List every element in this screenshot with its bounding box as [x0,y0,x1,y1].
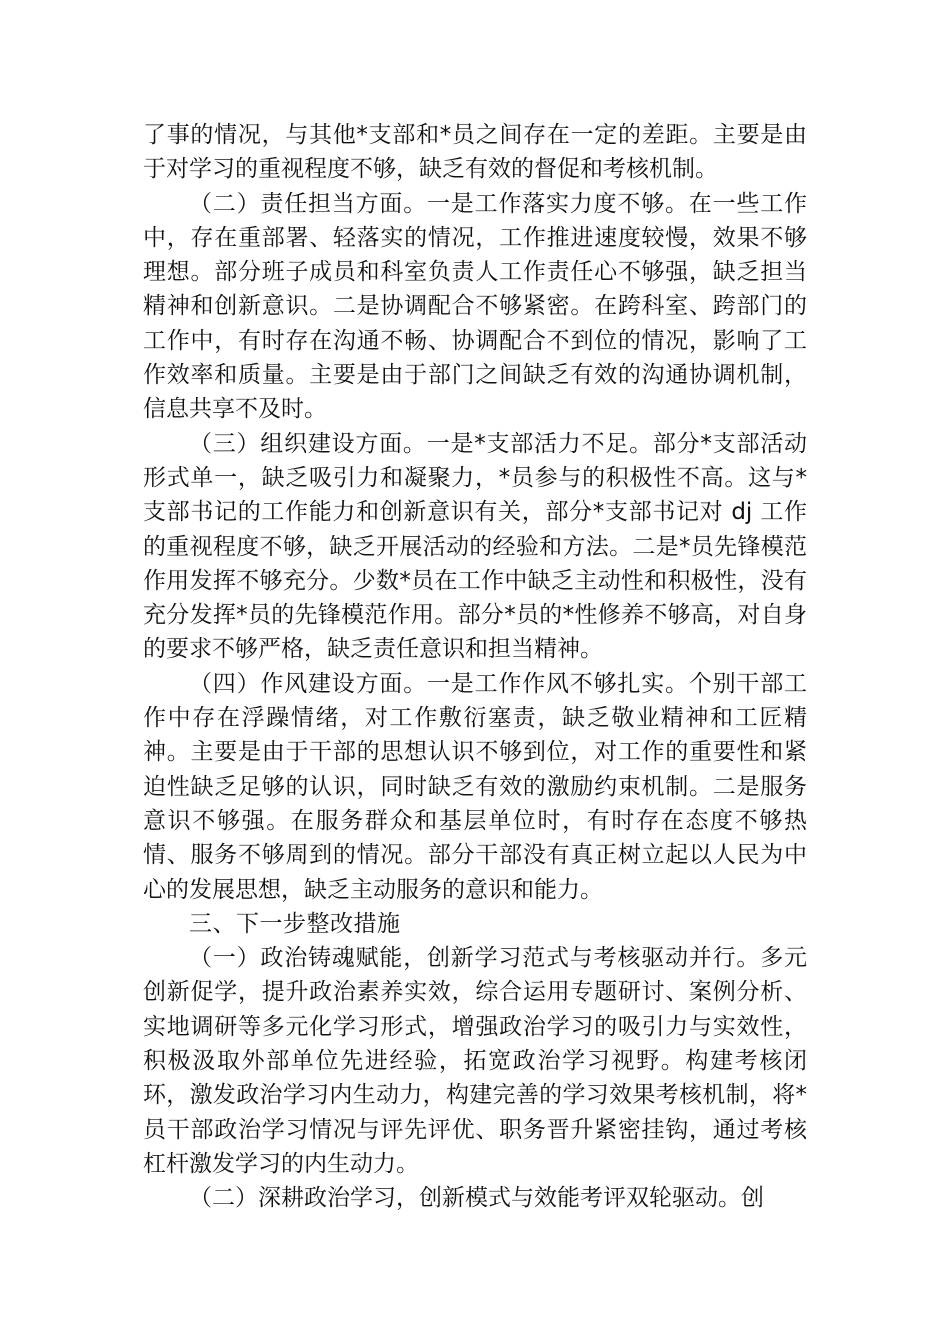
section-heading: 三、下一步整改措施 [189,910,401,937]
paragraph-intro-continuation: 了事的情况，与其他*支部和*员之间存在一定的差距。主要是由于对学习的重视程度不够，缺乏有效的督促和考核机制。 [143,122,807,183]
paragraph-work-style: （四）作风建设方面。一是工作作风不够扎实。个别干部工作中存在浮躁情绪，对工作敷衍塞责，缺乏敬业精神和工匠精神。主要是由于干部的思想认识不够到位，对工作的重要性和紧迫性缺乏足够的认识，同时缺乏有效的激励约束机制。二是服务意识不够强。在服务群众和基层单位时，有时存在态度不够热情、服务不够周到的情况。部分干部没有真正树立起以人民为中心的发展思想，缺乏主动服务的意识和能力。 [143,670,807,903]
paragraph-responsibility: （二）责任担当方面。一是工作落实力度不够。在一些工作中，存在重部署、轻落实的情况，工作推进速度较慢，效果不够理想。部分班子成员和科室负责人工作责任心不够强，缺乏担当精神和创新意识。二是协调配合不够紧密。在跨科室、跨部门的工作中，有时存在沟通不畅、协调配合不到位的情况，影响了工作效率和质量。主要是由于部门之间缺乏有效的沟通协调机制，信息共享不及时。 [143,190,807,423]
document-body [143,118,807,1216]
paragraph-measure-two: （二）深耕政治学习，创新模式与效能考评双轮驱动。创 [189,1185,764,1212]
paragraph-measure-one: （一）政治铸魂赋能，创新学习范式与考核驱动并行。多元创新促学，提升政治素养实效，综合运用专题研讨、案例分析、实地调研等多元化学习形式，增强政治学习的吸引力与实效性，积极汲取外部单位先进经验，拓宽政治学习视野。构建考核闭环，激发政治学习内生动力，构建完善的学习效果考核机制，将*员干部政治学习情况与评先评优、职务晋升紧密挂钩，通过考核杠杆激发学习的内生动力。 [143,945,807,1177]
paragraph-organization: （三）组织建设方面。一是*支部活力不足。部分*支部活动形式单一，缺乏吸引力和凝聚力，*员参与的积极性不高。这与*支部书记的工作能力和创新意识有关，部分*支部书记对 dj 工作的重视程度不够，缺乏开展活动的经验和方法。二是*员先锋模范作用发挥不够充分。少数*员在工作中缺乏主动性和积极性，没有充分发挥*员的先锋模范作用。部分*员的*性修养不够高，对自身的要求不够严格，缺乏责任意识和担当精神。 [143,430,807,663]
